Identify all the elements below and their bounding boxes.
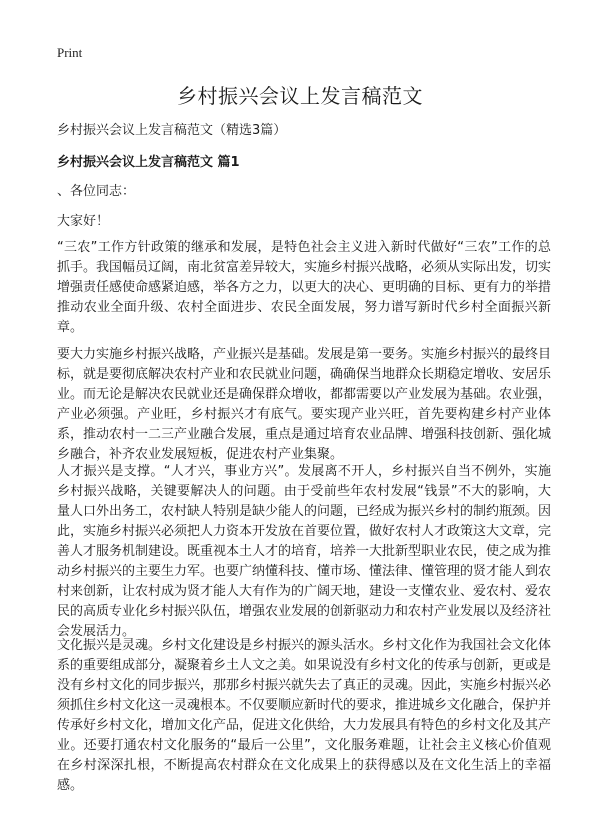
section-heading: 乡村振兴会议上发言稿范文 篇1: [57, 155, 240, 170]
paragraph: “三农”工作方针政策的继承和发展，是特色社会主义进入新时代做好“三农”工作的总抓手。我国幅员辽阔，南北贫富差异较大，实施乡村振兴战略，必须从实际出发，切实增强责任感使命感紧迫感，举各方之力，以更大的决心、更明确的目标、更有力的举措推动农业全面升级、农村全面进步、农民全面发展，努力谱写新时代乡村全面振兴新章。: [57, 240, 552, 335]
paragraph: 要大力实施乡村振兴战略，产业振兴是基础。发展是第一要务。实施乡村振兴的最终目标，就是要彻底解决农村产业和农民就业问题，确确保当地群众长期稳定增收、安居乐业。而无论是解决农民就业还是确保群众增收，都都需要以产业发展为基础。农业强，产业必须强。产业旺，乡村振兴才有底气。要实现产业兴旺，首先要构建乡村产业体系，推动农村一二三产业融合发展，重点是通过培育农业品牌、增强科技创新、强化城乡融合，补齐农业发展短板，促进农村产业集聚。: [57, 347, 552, 462]
hello-line: 大家好！: [57, 214, 110, 229]
print-link[interactable]: Print: [57, 45, 83, 60]
paragraph: 人才振兴是支撑。“人才兴，事业方兴”。发展离不开人，乡村振兴自当不例外，实施乡村振兴战略，关键要解决人的问题。由于受前些年农村发展“钱景”不大的影响，大量人口外出务工，农村缺人特别是缺少能人的问题，已经成为振兴乡村的制约瓶颈。因此，实施乡村振兴必须把人力资本开发放在首要位置，做好农村人才政策这大文章，完善人才服务机制建设。既重视本土人才的培育，培养一大批新型职业农民，使之成为推动乡村振兴的主要生力军。也要广纳懂科技、懂市场、懂法律、懂管理的贤才能人到农村来创新，让农村成为贤才能人大有作为的广阔天地，建设一支懂农业、爱农村、爱农民的高质专业化乡村振兴队伍，增强农业发展的创新驱动力和农村产业发展以及经济社会发展活力。: [57, 464, 552, 639]
paragraph: 文化振兴是灵魂。乡村文化建设是乡村振兴的源头活水。乡村文化作为我国社会文化体系的重要组成部分，凝聚着乡土人文之美。如果说没有乡村文化的传承与创新，更或是没有乡村文化的同步振兴，那那乡村振兴就失去了真正的灵魂。因此，实施乡村振兴必须抓住乡村文化这一灵魂根本。不仅要顺应新时代的要求，推进城乡文化融合，保护并传承好乡村文化，增加文化产品，促进文化供给，大力发展具有特色的乡村文化及其产业。还要打通农村文化服务的“最后一公里”，文化服务难题，让社会主义核心价值观在乡村深深扎根，不断提高农村群众在文化成果上的获得感以及在文化生活上的幸福感。: [57, 638, 552, 793]
document-title: 乡村振兴会议上发言稿范文: [177, 84, 423, 108]
document-subtitle: 乡村振兴会议上发言稿范文（精选3篇）: [57, 123, 287, 138]
greeting-line: 、各位同志：: [57, 184, 136, 199]
